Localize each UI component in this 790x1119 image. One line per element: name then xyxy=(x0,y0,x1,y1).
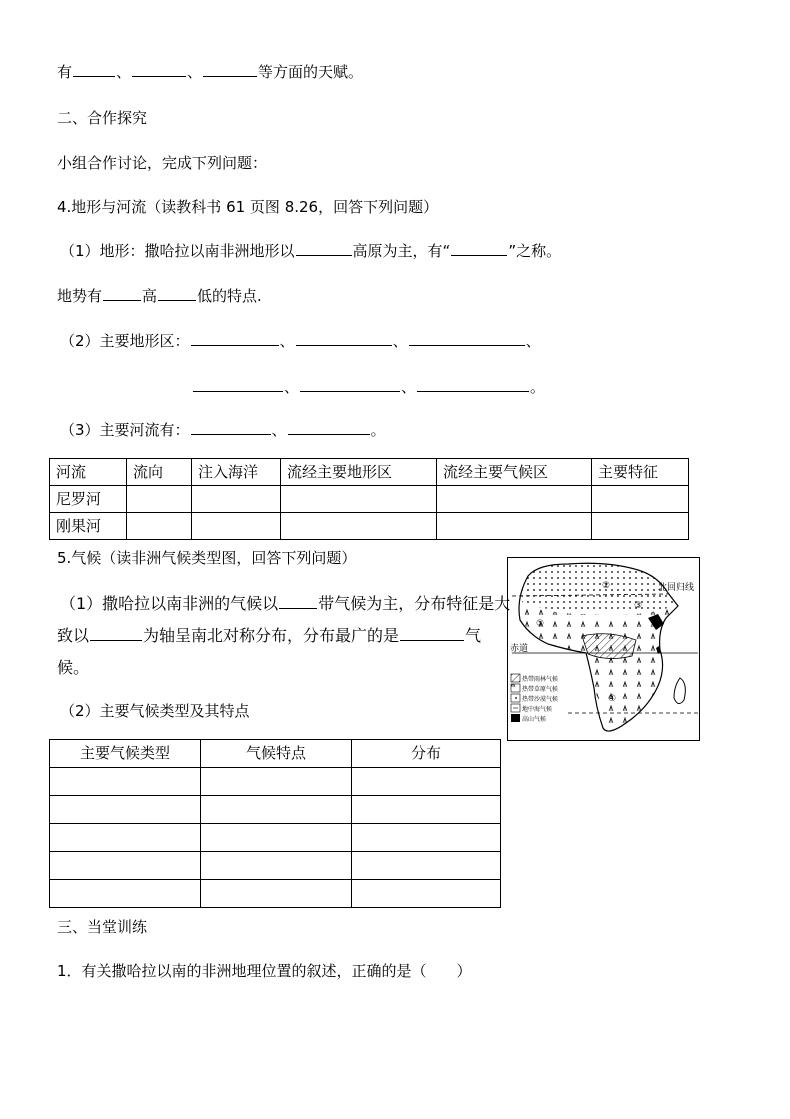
equator-label: 赤道 xyxy=(510,644,529,654)
table-header: 注入海洋 xyxy=(192,459,281,486)
tropic-label: 北回归线 xyxy=(658,583,695,593)
table-row xyxy=(50,513,689,540)
africa-map-graphic xyxy=(508,558,699,740)
table-header: 气候特点 xyxy=(201,740,352,768)
q4-text: 地势有 xyxy=(57,287,103,305)
q4-p3-text: （3）主要河流有： xyxy=(60,421,190,439)
separator: 、 xyxy=(116,63,132,81)
table-cell[interactable] xyxy=(437,513,592,540)
legend-item: 地中海气候 xyxy=(522,706,553,713)
blank[interactable] xyxy=(296,331,392,346)
intro-prefix: 有 xyxy=(57,63,73,81)
table-header: 分布 xyxy=(352,740,501,768)
q4-p1-cont xyxy=(57,286,262,306)
q4-p2 xyxy=(60,331,541,351)
table-cell[interactable] xyxy=(281,486,437,513)
table-cell[interactable] xyxy=(50,880,201,908)
region-number: ① xyxy=(536,619,545,629)
table-row xyxy=(50,824,501,852)
blank[interactable] xyxy=(191,331,279,346)
table-row xyxy=(50,880,501,908)
table-header: 流向 xyxy=(127,459,192,486)
blank[interactable] xyxy=(451,241,507,256)
q5-text: 致以 xyxy=(57,626,90,645)
blank[interactable] xyxy=(191,420,271,435)
legend-item: 热带草原气候 xyxy=(522,686,559,693)
separator: 、 xyxy=(392,332,408,350)
q4-p1-text: ”之称。 xyxy=(508,242,562,260)
table-row xyxy=(50,768,501,796)
river-name: 刚果河 xyxy=(50,513,127,540)
blank[interactable] xyxy=(103,286,141,301)
blank[interactable] xyxy=(288,420,370,435)
table-cell[interactable] xyxy=(201,824,352,852)
desert-zone xyxy=(522,563,676,612)
region-number: ③ xyxy=(634,601,643,611)
q5-p1-cont xyxy=(57,626,481,646)
table-header-row xyxy=(50,459,689,486)
q4-p1-text: 高原为主，有“ xyxy=(352,242,451,260)
separator: 、 xyxy=(401,378,417,396)
intro-suffix: 等方面的天赋。 xyxy=(258,63,364,81)
q5-p2: （2）主要气候类型及其特点 xyxy=(60,702,250,720)
q5-text: 为轴呈南北对称分布，分布最广的是 xyxy=(143,626,400,645)
section-2-title: 二、合作探究 xyxy=(57,109,148,127)
table-cell[interactable] xyxy=(592,486,689,513)
map-legend xyxy=(511,674,558,723)
table-header: 流经主要气候区 xyxy=(437,459,592,486)
blank[interactable] xyxy=(90,626,142,641)
table-cell[interactable] xyxy=(127,486,192,513)
section-3-title: 三、当堂训练 xyxy=(57,918,148,936)
section-2-instruction: 小组合作讨论，完成下列问题： xyxy=(57,154,268,172)
region-number: ② xyxy=(602,581,611,591)
q5-text: 带气候为主，分布特征是大 xyxy=(318,594,511,613)
africa-climate-map xyxy=(507,557,700,741)
q4-text: 低的特点. xyxy=(197,287,262,305)
table-row xyxy=(50,852,501,880)
table-cell[interactable] xyxy=(50,768,201,796)
blank[interactable] xyxy=(279,594,317,609)
table-header: 主要特征 xyxy=(592,459,689,486)
blank[interactable] xyxy=(73,62,115,77)
table-cell[interactable] xyxy=(201,796,352,824)
q5-text: 气 xyxy=(465,626,482,645)
table-cell[interactable] xyxy=(50,796,201,824)
table-header: 流经主要地形区 xyxy=(281,459,437,486)
table-cell[interactable] xyxy=(50,824,201,852)
table-cell[interactable] xyxy=(127,513,192,540)
q4-p2-text: （2）主要地形区： xyxy=(60,332,190,350)
blank[interactable] xyxy=(132,62,186,77)
intro-line xyxy=(57,62,363,82)
table-cell[interactable] xyxy=(352,796,501,824)
blank[interactable] xyxy=(417,377,529,392)
q4-p1 xyxy=(60,241,561,261)
table-cell[interactable] xyxy=(352,824,501,852)
table-cell[interactable] xyxy=(352,852,501,880)
q4-p1-text: （1）地形：撒哈拉以南非洲地形以 xyxy=(60,242,295,260)
blank[interactable] xyxy=(400,626,464,641)
section-3-q1: 1．有关撒哈拉以南的非洲地理位置的叙述，正确的是（ ） xyxy=(57,962,472,980)
table-cell[interactable] xyxy=(192,513,281,540)
q4-p2-cont xyxy=(192,377,545,397)
legend-item: 高山气候 xyxy=(522,716,547,723)
q5-text: （1）撒哈拉以南非洲的气候以 xyxy=(60,594,279,613)
table-cell[interactable] xyxy=(437,486,592,513)
separator: 、 xyxy=(271,421,287,439)
q4-title: 4.地形与河流（读教科书 61 页图 8.26，回答下列问题） xyxy=(57,198,439,216)
table-cell[interactable] xyxy=(201,852,352,880)
table-header: 主要气候类型 xyxy=(50,740,201,768)
table-cell[interactable] xyxy=(352,880,501,908)
region-number: ④ xyxy=(608,694,617,704)
legend-item: 热带雨林气候 xyxy=(522,676,559,683)
table-cell[interactable] xyxy=(281,513,437,540)
blank[interactable] xyxy=(158,286,196,301)
table-header: 河流 xyxy=(50,459,127,486)
separator: 、 xyxy=(187,63,203,81)
q5-p1 xyxy=(60,594,510,614)
river-name: 尼罗河 xyxy=(50,486,127,513)
rainforest-zone xyxy=(582,634,636,659)
table-row xyxy=(50,796,501,824)
table-cell[interactable] xyxy=(50,852,201,880)
q4-p3 xyxy=(60,420,386,440)
separator: 、 xyxy=(284,378,300,396)
q5-title: 5.气候（读非洲气候类型图，回答下列问题） xyxy=(57,549,357,567)
madagascar xyxy=(674,678,685,704)
q4-text: 高 xyxy=(142,287,158,305)
separator: 。 xyxy=(530,378,546,396)
blank[interactable] xyxy=(409,331,525,346)
table-cell[interactable] xyxy=(201,768,352,796)
climate-table xyxy=(49,739,501,908)
blank[interactable] xyxy=(296,241,352,256)
separator: 、 xyxy=(525,332,541,350)
table-cell[interactable] xyxy=(592,513,689,540)
table-cell[interactable] xyxy=(352,768,501,796)
legend-item: 热带沙漠气候 xyxy=(522,696,559,703)
blank[interactable] xyxy=(193,377,283,392)
blank[interactable] xyxy=(203,62,257,77)
table-cell[interactable] xyxy=(201,880,352,908)
q5-p1-end: 候。 xyxy=(57,658,90,677)
separator: 、 xyxy=(279,332,295,350)
table-cell[interactable] xyxy=(192,486,281,513)
separator: 。 xyxy=(370,421,386,439)
table-header-row xyxy=(50,740,501,768)
blank[interactable] xyxy=(300,377,400,392)
table-row xyxy=(50,486,689,513)
river-table xyxy=(49,458,689,540)
